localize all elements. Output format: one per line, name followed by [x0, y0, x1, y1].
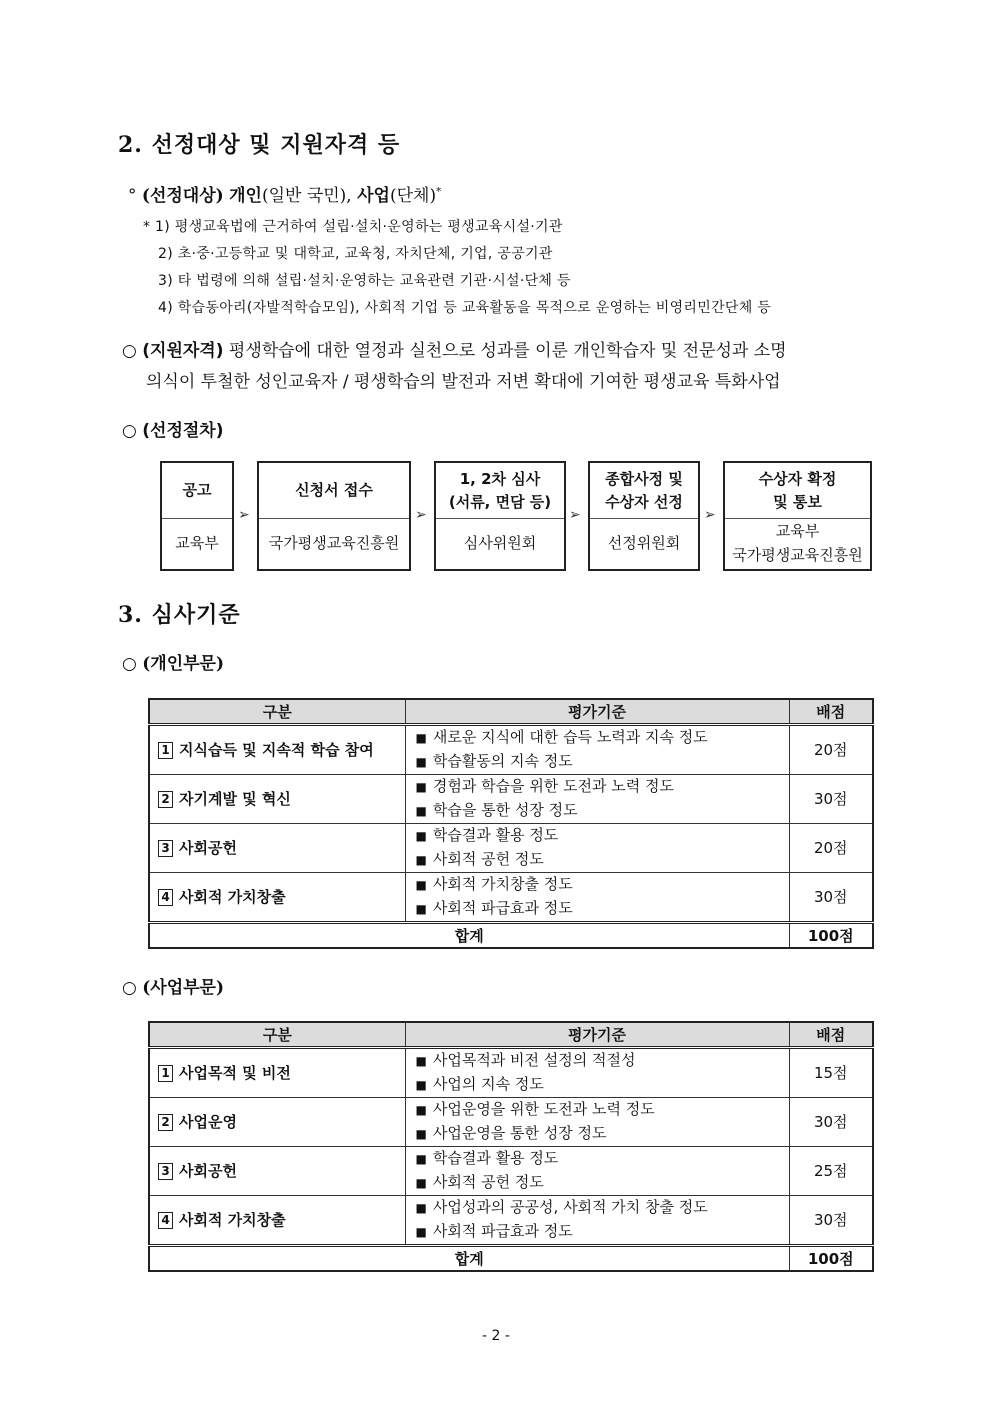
table-row: [149, 1047, 873, 1097]
individual-heading: [122, 649, 224, 679]
row-number: 3: [158, 1163, 173, 1180]
row-number: 2: [158, 1114, 173, 1131]
procedure-step-5: [723, 461, 872, 571]
criteria-text: 사회적 가치창출 정도: [432, 874, 573, 893]
criteria-text: 학습활동의 지속 정도: [432, 751, 573, 770]
square-bullet-icon: ■: [415, 1200, 427, 1215]
total-row: [149, 922, 873, 948]
procedure-step-3: [434, 461, 566, 571]
row-category: [149, 774, 405, 823]
criteria-item: [416, 873, 789, 897]
arrow-icon: ➢: [704, 507, 716, 523]
business-label: (사업부문): [142, 978, 225, 998]
row-criteria: [405, 872, 789, 922]
row-criteria: [405, 1047, 789, 1097]
row-category: [149, 724, 405, 774]
row-score: 30점: [789, 1097, 873, 1146]
row-category-label: 사업목적 및 비전: [179, 1064, 291, 1082]
procedure-step-1: [160, 461, 234, 571]
criteria-text: 학습결과 활용 정도: [432, 825, 559, 844]
criteria-text: 사업목적과 비전 설정의 적절성: [432, 1050, 636, 1069]
row-number: 2: [158, 791, 173, 808]
table-row: [149, 724, 873, 774]
criteria-item: [416, 799, 789, 823]
square-bullet-icon: ■: [415, 852, 427, 867]
row-category: [149, 1047, 405, 1097]
total-score: 100점: [789, 922, 873, 948]
total-label: 합계: [149, 922, 789, 948]
criteria-text: 사회적 파급효과 정도: [432, 1221, 573, 1240]
square-bullet-icon: ■: [415, 1102, 427, 1117]
qualification-label: (지원자격): [142, 341, 224, 361]
criteria-text: 사업의 지속 정도: [432, 1074, 544, 1093]
table-row: [149, 872, 873, 922]
target-line: [128, 181, 441, 206]
individual-label: (개인부문): [142, 654, 225, 674]
criteria-text: 사업운영을 통한 성장 정도: [432, 1123, 607, 1142]
qualification-marker: ○: [122, 341, 137, 361]
step-title: 수상자 확정 및 통보: [725, 463, 870, 519]
row-score: 15점: [789, 1047, 873, 1097]
total-row: [149, 1245, 873, 1271]
note-4: 4) 학습동아리(자발적학습모임), 사회적 기업 등 교육활동을 목적으로 운영하는 비영리민간단체 등: [158, 300, 772, 316]
table-row: [149, 774, 873, 823]
procedure-label: (선정절차): [142, 421, 224, 441]
row-category-label: 자기계발 및 혁신: [179, 790, 291, 808]
row-category: [149, 1097, 405, 1146]
step-title: 종합사정 및 수상자 선정: [590, 463, 698, 519]
square-bullet-icon: ■: [415, 1175, 427, 1190]
business-marker: ○: [122, 978, 137, 998]
arrow-icon: ➢: [569, 507, 581, 523]
step-org: 선정위원회: [607, 533, 681, 552]
square-bullet-icon: ■: [415, 901, 427, 916]
step-org: 국가평생교육진흥원: [268, 533, 400, 552]
arrow-icon: ➢: [238, 507, 250, 523]
row-criteria: [405, 724, 789, 774]
row-category: [149, 872, 405, 922]
row-score: 20점: [789, 724, 873, 774]
business-heading: [122, 973, 224, 1003]
criteria-item: [416, 824, 789, 848]
criteria-item: [416, 775, 789, 799]
row-criteria: [405, 1146, 789, 1195]
criteria-text: 학습결과 활용 정도: [432, 1148, 559, 1167]
criteria-item: [416, 1171, 789, 1195]
procedure-step-4: [588, 461, 700, 571]
table-row: [149, 1195, 873, 1245]
header-criteria: 평가기준: [405, 699, 789, 724]
row-score: 25점: [789, 1146, 873, 1195]
note-3: 3) 타 법령에 의해 설립·설치·운영하는 교육관련 기관·시설·단체 등: [158, 273, 571, 289]
criteria-item: [416, 897, 789, 921]
header-score: 배점: [789, 1022, 873, 1047]
row-number: 1: [158, 742, 173, 759]
criteria-text: 사업운영을 위한 도전과 노력 정도: [432, 1099, 655, 1118]
individual-marker: ○: [122, 654, 137, 674]
criteria-item: [416, 726, 789, 750]
step-title: 신청서 접수: [259, 463, 409, 519]
section-2-heading: 2. 선정대상 및 지원자격 등: [118, 132, 401, 158]
criteria-text: 사회적 파급효과 정도: [432, 898, 573, 917]
table-row: [149, 823, 873, 872]
business-criteria-table: [148, 1021, 874, 1272]
target-star: *: [436, 186, 442, 198]
target-individual-note: (일반 국민),: [261, 186, 352, 206]
criteria-item: [416, 1049, 789, 1073]
table-header-row: [149, 699, 873, 724]
header-category: 구분: [149, 699, 405, 724]
square-bullet-icon: ■: [415, 779, 427, 794]
row-category-label: 사회적 가치창출: [179, 888, 286, 906]
square-bullet-icon: ■: [415, 754, 427, 769]
procedure-step-2: [257, 461, 411, 571]
total-label: 합계: [149, 1245, 789, 1271]
row-category-label: 사업운영: [179, 1113, 237, 1131]
criteria-item: [416, 1122, 789, 1146]
page-number: - 2 -: [482, 1328, 510, 1344]
row-score: 30점: [789, 872, 873, 922]
square-bullet-icon: ■: [415, 877, 427, 892]
square-bullet-icon: ■: [415, 803, 427, 818]
row-category: [149, 1146, 405, 1195]
header-score: 배점: [789, 699, 873, 724]
row-criteria: [405, 1097, 789, 1146]
header-criteria: 평가기준: [405, 1022, 789, 1047]
criteria-item: [416, 1220, 789, 1244]
qualification-text-1: 평생학습에 대한 열정과 실천으로 성과를 이룬 개인학습자 및 전문성과 소명: [228, 341, 787, 361]
row-number: 1: [158, 1065, 173, 1082]
row-criteria: [405, 823, 789, 872]
step-title: 1, 2차 심사 (서류, 면담 등): [436, 463, 564, 519]
step-org: 교육부 국가평생교육진흥원: [732, 521, 863, 564]
criteria-item: [416, 750, 789, 774]
row-category-label: 사회공헌: [179, 1162, 237, 1180]
square-bullet-icon: ■: [415, 828, 427, 843]
qualification-line-1: [122, 336, 787, 366]
row-number: 4: [158, 889, 173, 906]
criteria-text: 사업성과의 공공성, 사회적 가치 창출 정도: [432, 1197, 708, 1216]
arrow-icon: ➢: [415, 507, 427, 523]
target-individual: 개인: [229, 186, 262, 206]
individual-criteria-table: [148, 698, 874, 949]
row-category-label: 사회공헌: [179, 839, 237, 857]
row-score: 30점: [789, 1195, 873, 1245]
note-2: 2) 초·중·고등학교 및 대학교, 교육청, 자치단체, 기업, 공공기관: [158, 246, 553, 262]
table-row: [149, 1097, 873, 1146]
row-number: 4: [158, 1212, 173, 1229]
header-category: 구분: [149, 1022, 405, 1047]
row-category: [149, 1195, 405, 1245]
criteria-text: 경험과 학습을 위한 도전과 노력 정도: [432, 776, 675, 795]
total-score: 100점: [789, 1245, 873, 1271]
step-org: 심사위원회: [463, 533, 537, 552]
criteria-text: 사회적 공헌 정도: [432, 1172, 544, 1191]
target-business: 사업: [357, 186, 390, 206]
table-header-row: [149, 1022, 873, 1047]
criteria-text: 사회적 공헌 정도: [432, 849, 544, 868]
target-marker: °: [128, 186, 137, 206]
procedure-marker: ○: [122, 421, 137, 441]
criteria-item: [416, 848, 789, 872]
target-label: (선정대상): [141, 186, 224, 206]
criteria-text: 새로운 지식에 대한 습득 노력과 지속 정도: [432, 727, 708, 746]
row-criteria: [405, 774, 789, 823]
square-bullet-icon: ■: [415, 1077, 427, 1092]
row-score: 20점: [789, 823, 873, 872]
square-bullet-icon: ■: [415, 1126, 427, 1141]
row-category-label: 사회적 가치창출: [179, 1211, 286, 1229]
criteria-item: [416, 1073, 789, 1097]
table-row: [149, 1146, 873, 1195]
criteria-text: 학습을 통한 성장 정도: [432, 800, 578, 819]
note-1: * 1) 평생교육법에 근거하여 설립·설치·운영하는 평생교육시설·기관: [143, 219, 563, 235]
procedure-heading: [122, 416, 223, 446]
qualification-line-2: 의식이 투철한 성인교육자 / 평생학습의 발전과 저변 확대에 기여한 평생교육 특화사업: [146, 372, 781, 392]
target-business-note: (단체): [389, 186, 437, 206]
row-criteria: [405, 1195, 789, 1245]
step-title: 공고: [162, 463, 232, 519]
row-category-label: 지식습득 및 지속적 학습 참여: [179, 741, 374, 759]
row-number: 3: [158, 840, 173, 857]
square-bullet-icon: ■: [415, 730, 427, 745]
row-category: [149, 823, 405, 872]
square-bullet-icon: ■: [415, 1224, 427, 1239]
square-bullet-icon: ■: [415, 1053, 427, 1068]
step-org: 교육부: [175, 533, 219, 552]
section-3-heading: 3. 심사기준: [118, 602, 241, 628]
square-bullet-icon: ■: [415, 1151, 427, 1166]
criteria-item: [416, 1147, 789, 1171]
criteria-item: [416, 1098, 789, 1122]
criteria-item: [416, 1196, 789, 1220]
row-score: 30점: [789, 774, 873, 823]
